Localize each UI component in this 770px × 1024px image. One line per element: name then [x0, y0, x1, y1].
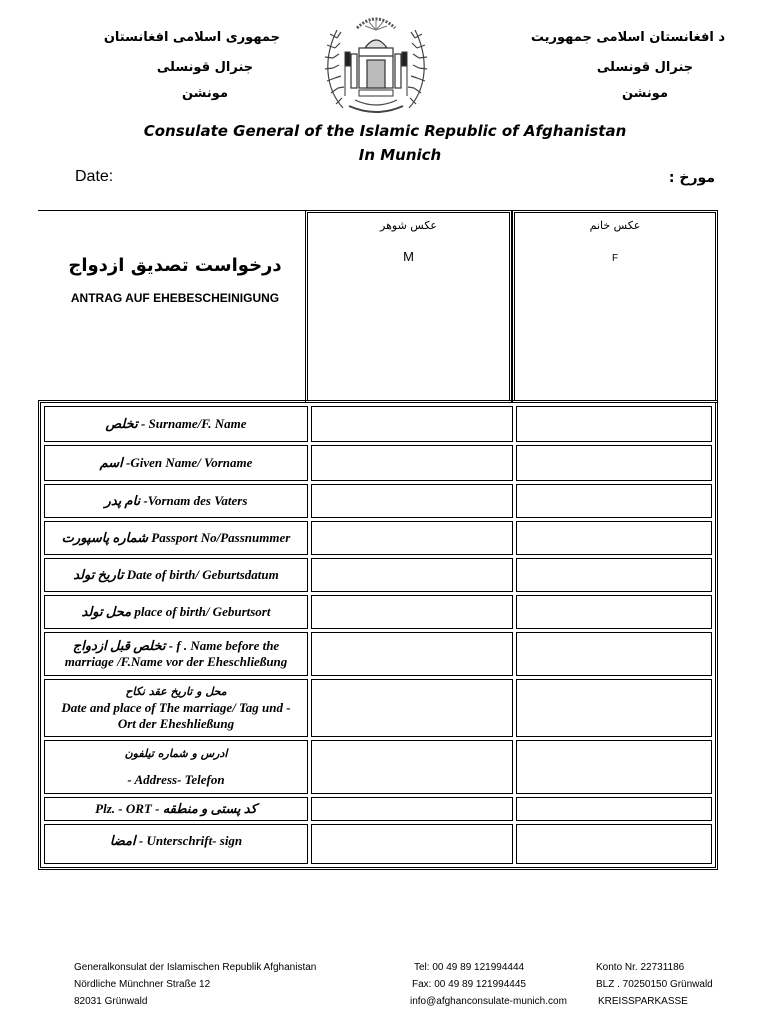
husband-input-cell[interactable] — [311, 406, 513, 442]
label-line: محل تولد place of birth/ Geburtsort — [81, 604, 271, 619]
label-line: تاریخ تولد Date of birth/ Geburtsdatum — [73, 567, 279, 582]
label-line: اسم -Given Name/ Vorname — [99, 455, 253, 470]
footer-address-line-2: Nördliche Münchner Straße 12 — [74, 979, 211, 990]
footer-address-line-1: Generalkonsulat der Islamischen Republik Afghanistan — [74, 962, 317, 973]
label-line-fa: محل و تاریخ عقد نکاح — [125, 685, 227, 698]
label-line: Plz. - ORT - کد پستی و منطقه — [95, 801, 257, 816]
husband-input-cell[interactable] — [311, 740, 513, 794]
photo-box-husband[interactable] — [305, 210, 512, 403]
field-label — [44, 740, 308, 794]
wife-signature-cell[interactable] — [516, 824, 712, 864]
table-row — [41, 592, 715, 632]
table-row — [41, 555, 715, 595]
header-left-line-3: مونشن — [181, 86, 228, 101]
field-label — [44, 521, 308, 555]
husband-input-cell[interactable] — [311, 558, 513, 592]
date-label-fa: مورخ : — [668, 170, 715, 186]
label-line-fa: ادرس و شماره تیلفون — [124, 747, 228, 760]
label-line: نام پدر -Vornam des Vaters — [104, 493, 248, 508]
field-label — [44, 558, 308, 592]
date-label: Date: — [75, 168, 114, 185]
field-label — [44, 679, 308, 737]
document-title: Consulate General of the Islamic Republic of Afghanistan — [143, 122, 627, 140]
husband-input-cell[interactable] — [311, 521, 513, 555]
field-label — [44, 632, 308, 676]
label-line: Ort der Eheshließung — [117, 716, 235, 731]
footer-fax: Fax: 00 49 89 121994445 — [412, 979, 526, 990]
header-right-line-2: جنرال قونسلی — [596, 60, 694, 75]
wife-input-cell[interactable] — [516, 797, 712, 821]
photo-letter-m: M — [403, 249, 414, 264]
husband-input-cell[interactable] — [311, 595, 513, 629]
label-line: marriage /F.Name vor der Eheschließung — [64, 654, 288, 669]
footer-blz: BLZ . 70250150 Grünwald — [596, 979, 713, 990]
label-line: Date and place of The marriage/ Tag und - — [61, 700, 291, 715]
husband-input-cell[interactable] — [311, 484, 513, 518]
photo-caption-husband: عکس شوهر — [380, 219, 437, 232]
husband-input-cell[interactable] — [311, 445, 513, 481]
husband-signature-cell[interactable] — [311, 824, 513, 864]
photo-letter-f: F — [611, 253, 619, 264]
footer-account: Konto Nr. 22731186 — [596, 962, 685, 973]
table-row — [41, 403, 715, 445]
footer-address-line-3: 82031 Grünwald — [74, 996, 148, 1007]
wife-input-cell[interactable] — [516, 445, 712, 481]
label-line: تخلص قبل ازدواج - f . Name before the — [72, 638, 280, 653]
header-right-line-3: مونشن — [621, 86, 668, 101]
wife-input-cell[interactable] — [516, 484, 712, 518]
label-line: تخلص - Surname/F. Name — [105, 416, 247, 431]
footer-tel: Tel: 00 49 89 121994444 — [414, 962, 525, 973]
header-left-line-2: جنرال قونسلی — [156, 60, 254, 75]
wife-input-cell[interactable] — [516, 632, 712, 676]
husband-input-cell[interactable] — [311, 632, 513, 676]
table-row — [41, 794, 715, 824]
footer-bank: KREISSPARKASSE — [598, 996, 688, 1007]
label-line: شماره پاسپورت Passport No/Passnummer — [61, 530, 291, 545]
field-label — [44, 824, 308, 864]
wife-input-cell[interactable] — [516, 521, 712, 555]
table-row — [41, 821, 715, 867]
afghanistan-emblem-icon — [315, 8, 437, 120]
photo-box-wife[interactable] — [512, 210, 718, 403]
header-right-line-1: د افغانستان اسلامی جمهوریت — [530, 30, 725, 45]
form-heading-de: ANTRAG AUF EHEBESCHEINIGUNG — [70, 291, 280, 305]
table-row — [41, 629, 715, 679]
table-row — [41, 518, 715, 558]
wife-input-cell[interactable] — [516, 679, 712, 737]
table-row — [41, 442, 715, 484]
wife-input-cell[interactable] — [516, 595, 712, 629]
photo-caption-wife: عکس خانم — [589, 219, 641, 232]
wife-input-cell[interactable] — [516, 406, 712, 442]
table-row — [41, 481, 715, 521]
label-line: - Address- Telefon — [127, 772, 225, 787]
form-heading-fa: درخواست تصدیق ازدواج — [68, 255, 282, 276]
table-row — [41, 676, 715, 740]
header-left-line-1: جمهوری اسلامی افغانستان — [103, 30, 280, 45]
field-label — [44, 445, 308, 481]
husband-input-cell[interactable] — [311, 679, 513, 737]
label-line: امضا - Unterschrift- sign — [109, 833, 243, 848]
field-label — [44, 484, 308, 518]
wife-input-cell[interactable] — [516, 558, 712, 592]
field-label — [44, 595, 308, 629]
field-label — [44, 406, 308, 442]
field-label — [44, 797, 308, 821]
wife-input-cell[interactable] — [516, 740, 712, 794]
document-subtitle: In Munich — [358, 146, 442, 164]
husband-input-cell[interactable] — [311, 797, 513, 821]
footer-email: info@afghanconsulate-munich.com — [410, 996, 567, 1007]
table-row — [41, 737, 715, 797]
